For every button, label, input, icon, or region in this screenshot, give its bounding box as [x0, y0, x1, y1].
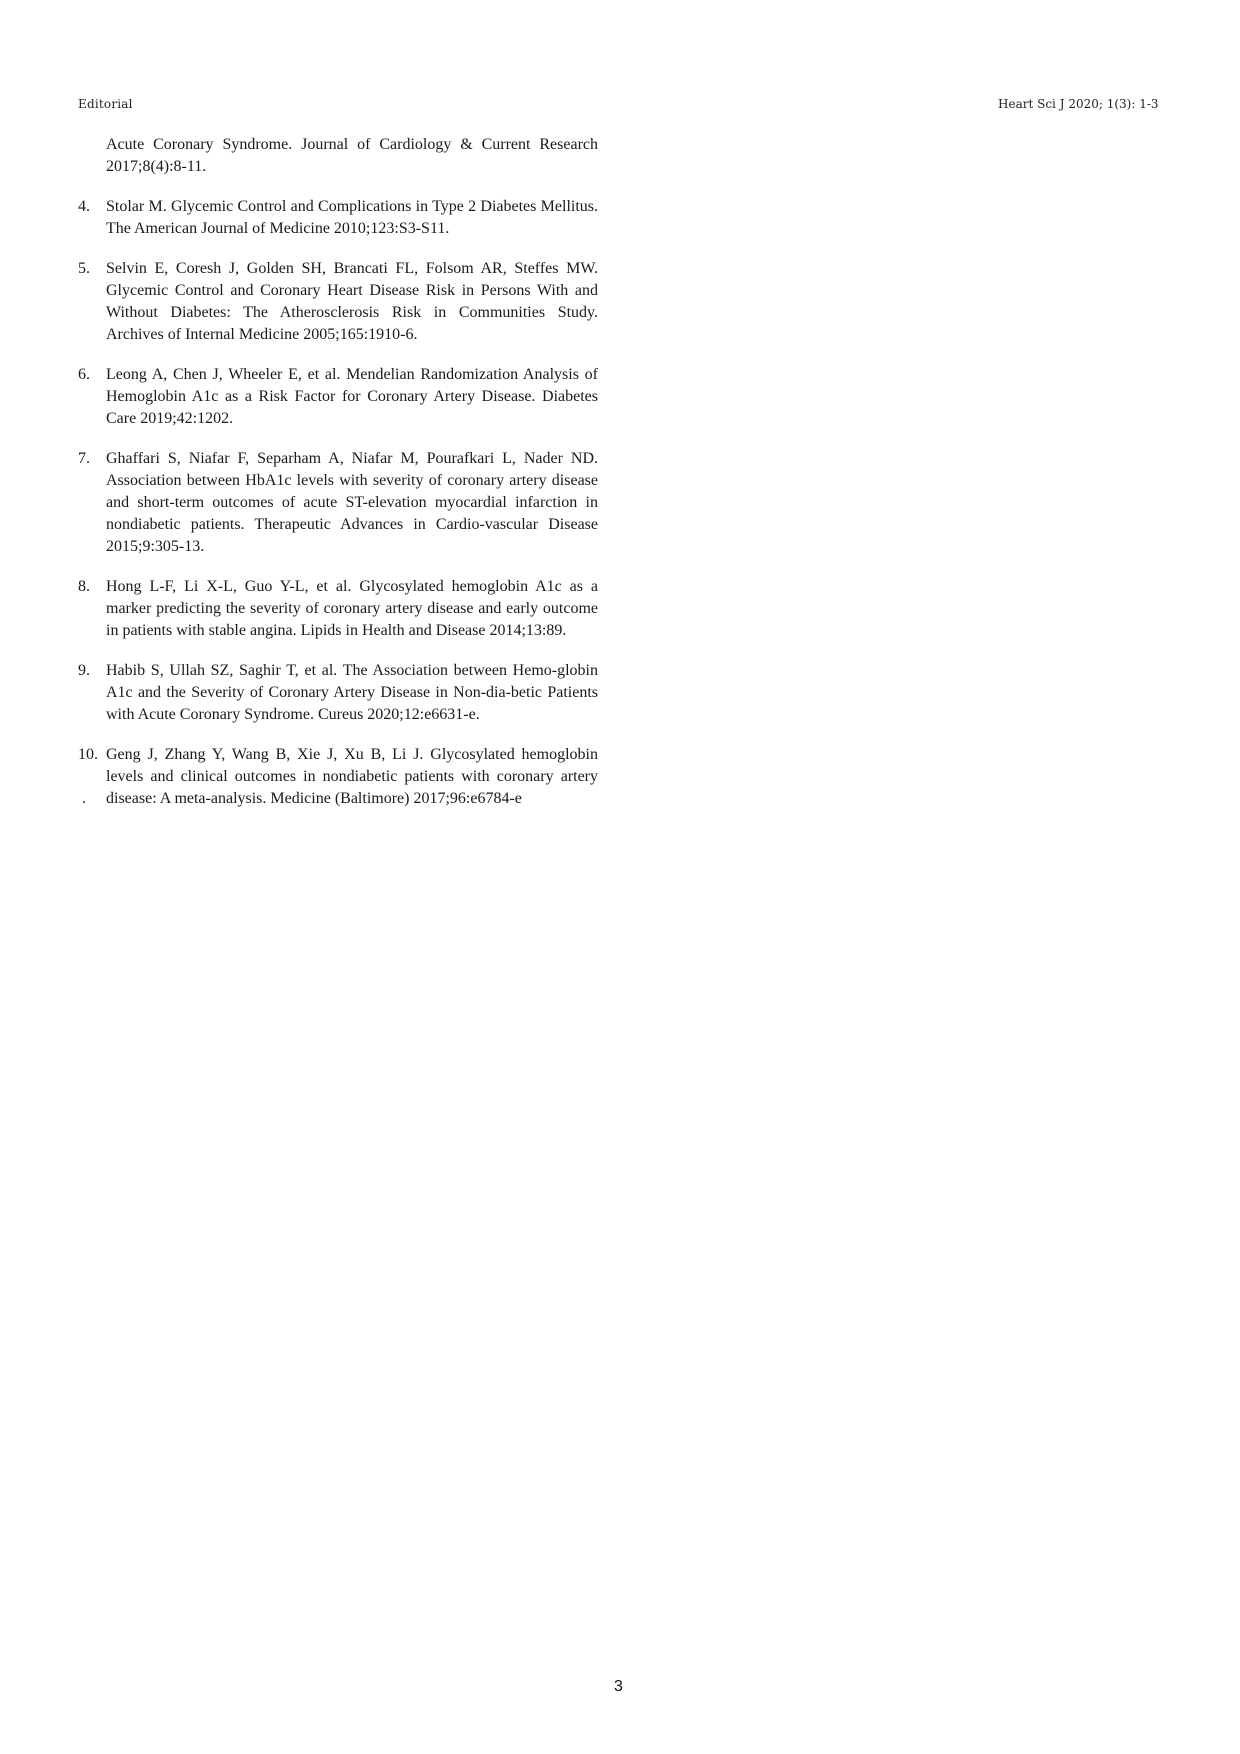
reference-text: Ghaffari S, Niafar F, Separham A, Niafar M, Pourafkari L, Nader ND. Association between HbA1c levels with severity of coronary artery disease and short-term outcomes of acute ST-elevation myocardial infarction in nondiabetic patients. Therapeutic Advances in Cardio-vascular Disease 2015;9:305-13. [106, 450, 598, 555]
reference-text: Hong L-F, Li X-L, Guo Y-L, et al. Glycosylated hemoglobin A1c as a marker predicting the severity of coronary artery disease and early outcome in patients with stable angina. Lipids in Health and Disease 2014;13:89. [106, 578, 598, 639]
reference-item [78, 660, 598, 726]
reference-number: 5. [78, 260, 90, 277]
reference-text: Acute Coronary Syndrome. Journal of Cardiology & Current Research 2017;8(4):8-11. [106, 136, 598, 175]
reference-item [78, 134, 598, 178]
reference-text: Leong A, Chen J, Wheeler E, et al. Mendelian Randomization Analysis of Hemoglobin A1c as a Risk Factor for Coronary Artery Disease. Diabetes Care 2019;42:1202. [106, 366, 598, 427]
reference-item [78, 448, 598, 558]
reference-text: Selvin E, Coresh J, Golden SH, Brancati FL, Folsom AR, Steffes MW. Glycemic Control and Coronary Heart Disease Risk in Persons With and Without Diabetes: The Atherosclerosis Risk in Communities Study. Archives of Internal Medicine 2005;165:1910-6. [106, 260, 598, 343]
reference-number [78, 134, 106, 178]
reference-item [78, 576, 598, 642]
reference-number-label: 10. [78, 746, 98, 763]
reference-number: 9. [78, 662, 90, 679]
reference-number [78, 744, 106, 810]
reference-text: Geng J, Zhang Y, Wang B, Xie J, Xu B, Li J. Glycosylated hemoglobin levels and clinical outcomes in nondiabetic patients with coronary artery disease: A meta-analysis. Medicine (Baltimore) 2017;96:e6784-e [106, 746, 598, 807]
reference-item [78, 258, 598, 346]
reference-number: 7. [78, 450, 90, 467]
page-number: 3 [614, 1678, 623, 1695]
reference-number: 8. [78, 578, 90, 595]
reference-number: 6. [78, 366, 90, 383]
reference-item [78, 196, 598, 240]
running-head-citation: Heart Sci J 2020; 1(3): 1-3 [998, 97, 1159, 111]
reference-list [78, 134, 598, 832]
reference-text: Stolar M. Glycemic Control and Complications in Type 2 Diabetes Mellitus. The American Journal of Medicine 2010;123:S3-S11. [106, 198, 598, 237]
reference-item [78, 744, 598, 810]
reference-item [78, 364, 598, 430]
reference-text: Habib S, Ullah SZ, Saghir T, et al. The Association between Hemo-globin A1c and the Severity of Coronary Artery Disease in Non-dia-betic Patients with Acute Coronary Syndrome. Cureus 2020;12:e6631-e. [106, 662, 598, 723]
stray-mark: . [82, 790, 86, 807]
running-head-section: Editorial [78, 97, 133, 111]
reference-number: 4. [78, 198, 90, 215]
